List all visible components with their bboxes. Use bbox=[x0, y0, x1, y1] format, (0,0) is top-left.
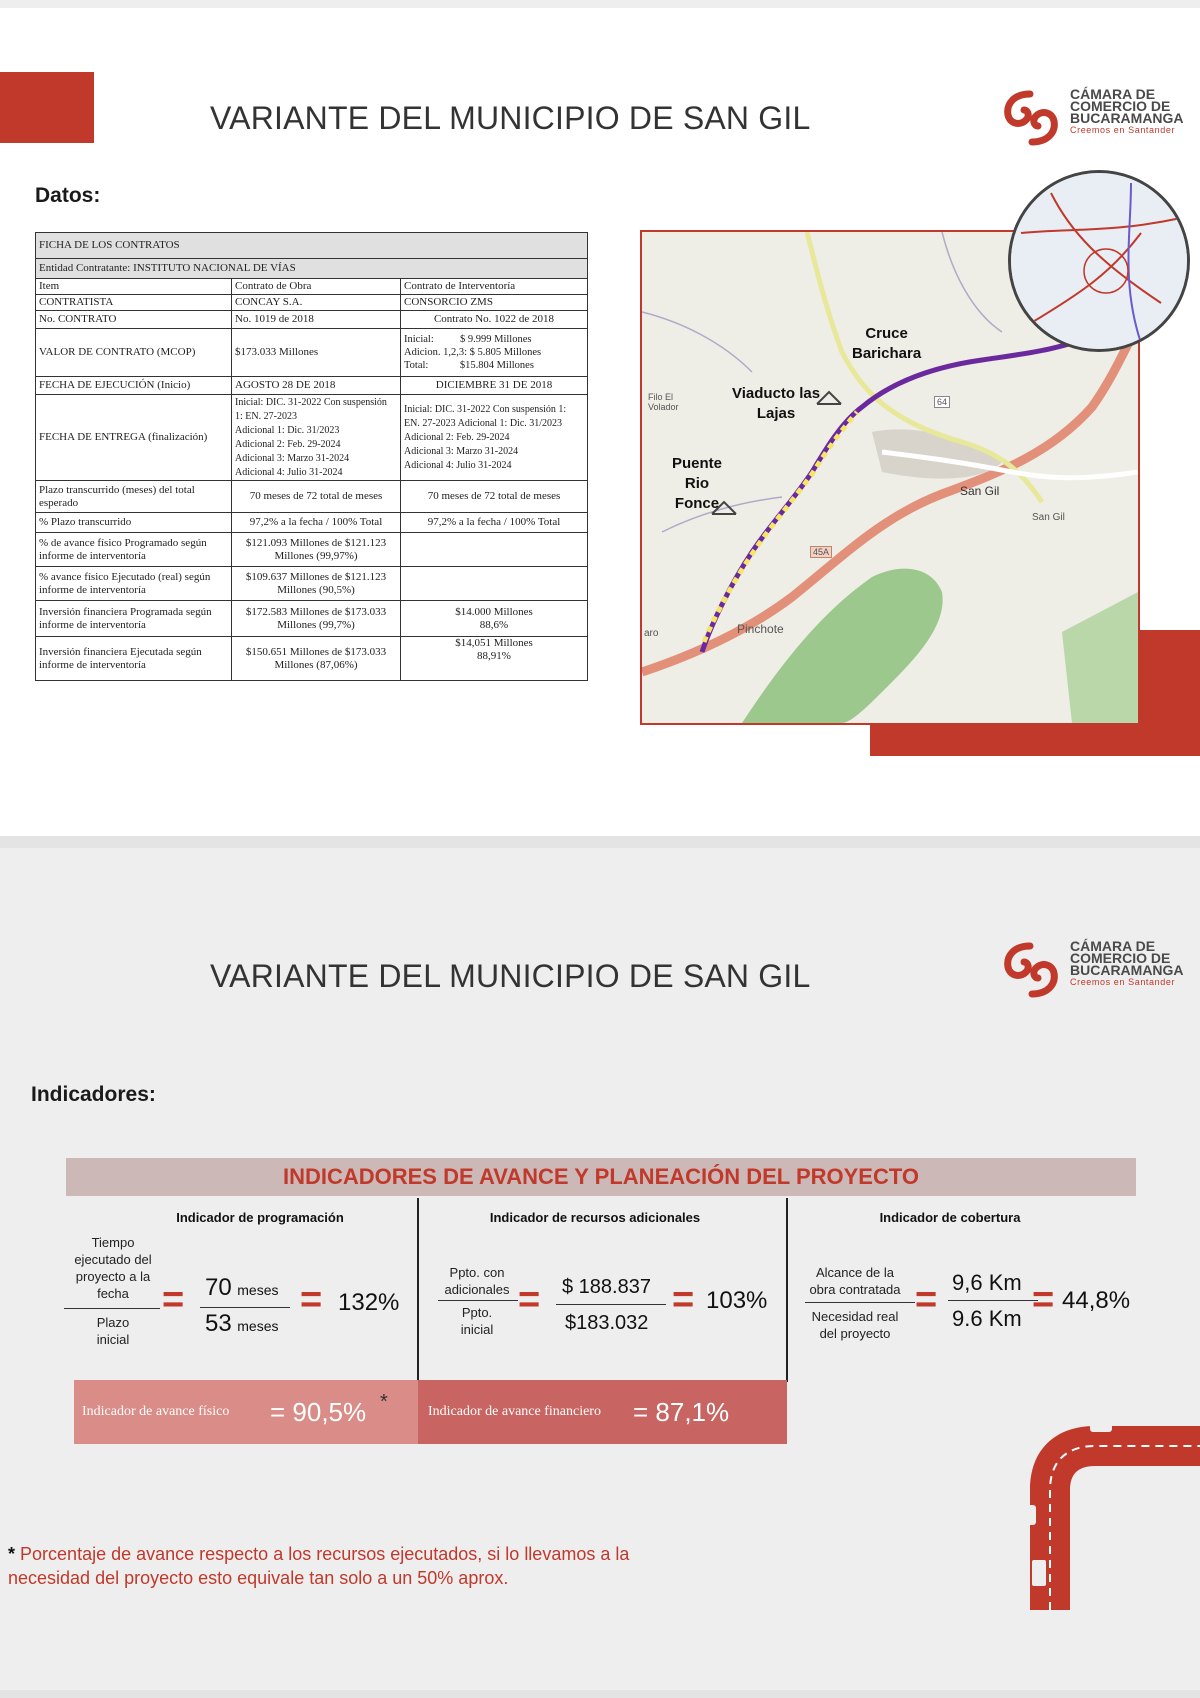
table-row bbox=[36, 395, 588, 481]
column-divider bbox=[786, 1198, 788, 1382]
table-cell: $172.583 Millones de $173.033 Millones (99,7%) bbox=[232, 601, 401, 637]
table-cell bbox=[401, 533, 588, 567]
label-aro: aro bbox=[644, 628, 659, 639]
column-header: Contrato de Interventoría bbox=[401, 279, 588, 295]
table-cell: Inversión financiera Programada según informe de interventoría bbox=[36, 601, 232, 637]
value: 70 bbox=[205, 1274, 232, 1301]
logo-line-2: COMERCIO DE bbox=[1070, 98, 1171, 114]
logo-tagline: Creemos en Santander bbox=[1070, 125, 1176, 135]
equals-sign: = bbox=[300, 1279, 323, 1321]
table-cell: % Plazo transcurrido bbox=[36, 513, 232, 533]
red-corner-block bbox=[0, 72, 94, 143]
logo-line-1: CÁMARA DE bbox=[1070, 86, 1156, 102]
region-area bbox=[1011, 173, 1187, 349]
car-icon bbox=[1090, 1420, 1112, 1432]
rec-result: 103% bbox=[706, 1287, 768, 1314]
avance-financiero-label: Indicador de avance financiero bbox=[428, 1404, 601, 1419]
unit: meses bbox=[237, 1282, 279, 1298]
table-row bbox=[36, 311, 588, 329]
value: 53 bbox=[205, 1310, 232, 1337]
label-cruce-barichara: Cruce Barichara bbox=[852, 325, 922, 362]
table-cell: No. 1019 de 2018 bbox=[232, 311, 401, 329]
table-cell: 70 meses de 72 total de meses bbox=[401, 481, 588, 513]
table-entity-row bbox=[36, 259, 588, 279]
table-cell: FECHA DE ENTREGA (finalización) bbox=[36, 395, 232, 481]
equals-sign: = bbox=[518, 1279, 541, 1321]
logo-line-3: BUCARAMANGA bbox=[1070, 962, 1184, 978]
table-row bbox=[36, 533, 588, 567]
table-row bbox=[36, 377, 588, 395]
table-cell: CONCAY S.A. bbox=[232, 295, 401, 311]
table-cell: $121.093 Millones de $121.123 Millones (99,97%) bbox=[232, 533, 401, 567]
slide-divider bbox=[0, 836, 1200, 848]
label-filo-volador: Filo El Volador bbox=[648, 392, 679, 412]
fraction-line bbox=[556, 1304, 666, 1305]
ficha-contratos-table bbox=[35, 232, 588, 681]
table-cell bbox=[401, 567, 588, 601]
asterisk-mark: * bbox=[380, 1391, 388, 1413]
table-row bbox=[36, 329, 588, 377]
table-row bbox=[36, 481, 588, 513]
cob-numerator-label: Alcance de la obra contratada bbox=[809, 1265, 901, 1297]
truck-icon bbox=[1032, 1560, 1046, 1586]
prog-den-value bbox=[205, 1310, 279, 1338]
column-header: Contrato de Obra bbox=[232, 279, 401, 295]
table-row bbox=[36, 637, 588, 681]
avance-fisico-value: = 90,5% bbox=[270, 1397, 367, 1427]
bridge-icon bbox=[817, 392, 841, 404]
table-cell: DICIEMBRE 31 DE 2018 bbox=[401, 377, 588, 395]
road-decoration-svg bbox=[1000, 1410, 1200, 1610]
logo-tagline: Creemos en Santander bbox=[1070, 977, 1176, 987]
avance-financiero-bar bbox=[418, 1380, 787, 1444]
avance-fisico-bar bbox=[74, 1380, 418, 1444]
prog-numerator-label: Tiempo ejecutado del proyecto a la fecha bbox=[74, 1235, 152, 1301]
table-entity: Entidad Contratante: INSTITUTO NACIONAL DE VÍAS bbox=[36, 259, 588, 279]
cob-denominator-label: Necesidad real del proyecto bbox=[811, 1309, 899, 1341]
green-area bbox=[742, 569, 943, 723]
camara-logo bbox=[1000, 940, 1200, 1000]
head-recursos: Indicador de recursos adicionales bbox=[489, 1210, 701, 1225]
table-cell: FECHA DE EJECUCIÓN (Inicio) bbox=[36, 377, 232, 395]
cob-result: 44,8% bbox=[1062, 1287, 1131, 1314]
logo-text bbox=[1070, 88, 1184, 136]
head-cobertura: Indicador de cobertura bbox=[879, 1210, 1021, 1225]
table-cell: 70 meses de 72 total de meses bbox=[232, 481, 401, 513]
inset-map-svg bbox=[1011, 173, 1187, 349]
road-curve bbox=[1030, 1426, 1200, 1610]
rec-numerator-label: Ppto. con adicionales bbox=[444, 1265, 510, 1297]
table-header-row bbox=[36, 279, 588, 295]
equals-sign: = bbox=[162, 1279, 185, 1321]
cob-den-value: 9.6 Km bbox=[952, 1306, 1022, 1331]
rec-denominator-label: Ppto. inicial bbox=[460, 1305, 494, 1337]
slide-title: VARIANTE DEL MUNICIPIO DE SAN GIL bbox=[210, 100, 811, 136]
table-cell: $14.000 Millones 88,6% bbox=[401, 601, 588, 637]
fraction-line bbox=[948, 1300, 1038, 1301]
table-cell: Plazo transcurrido (meses) del total esperado bbox=[36, 481, 232, 513]
footnote bbox=[8, 1542, 908, 1590]
logo-mark-icon bbox=[1000, 940, 1062, 1000]
column-divider bbox=[417, 1198, 419, 1382]
table-cell: No. CONTRATO bbox=[36, 311, 232, 329]
table-heading-row bbox=[36, 233, 588, 259]
slide-datos bbox=[0, 8, 1200, 836]
table-cell: 97,2% a la fecha / 100% Total bbox=[401, 513, 588, 533]
label-viaducto: Viaducto las Lajas bbox=[732, 385, 821, 422]
footnote-star: * bbox=[8, 1544, 16, 1564]
table-cell: Contrato No. 1022 de 2018 bbox=[401, 311, 588, 329]
table-cell: Inicial: DIC. 31-2022 Con suspensión 1: EN. 27-2023 Adicional 1: Dic. 31/2023 Adicional 2: Feb. 29-2024 Adicional 3: Marzo 31-2024 Adicional 4: Julio 31-2024 bbox=[232, 395, 401, 481]
fraction-line bbox=[200, 1307, 290, 1308]
table-heading: FICHA DE LOS CONTRATOS bbox=[36, 233, 588, 259]
label-pinchote: Pinchote bbox=[737, 622, 784, 636]
inset-map-circle bbox=[1008, 170, 1190, 352]
column-header: Item bbox=[36, 279, 232, 295]
prog-result: 132% bbox=[338, 1289, 400, 1316]
route-64-badge: 64 bbox=[934, 396, 950, 408]
unit: meses bbox=[237, 1318, 279, 1334]
logo-text bbox=[1070, 940, 1184, 988]
table-cell: Inicial: DIC. 31-2022 Con suspensión 1: EN. 27-2023 Adicional 1: Dic. 31/2023 Adicional 2: Feb. 29-2024 Adicional 3: Marzo 31-2024 Adicional 4: Julio 31-2024 bbox=[401, 395, 588, 481]
table-cell: Inicial: $ 9.999 Millones Adicion. 1,2,3: $ 5.805 Millones Total: $15.804 Millones bbox=[401, 329, 588, 377]
fraction-line bbox=[438, 1300, 518, 1301]
equals-sign: = bbox=[672, 1279, 695, 1321]
table-cell: CONSORCIO ZMS bbox=[401, 295, 588, 311]
prog-num-value bbox=[205, 1274, 279, 1302]
table-cell: AGOSTO 28 DE 2018 bbox=[232, 377, 401, 395]
indicadores-banner: INDICADORES DE AVANCE Y PLANEACIÓN DEL PROYECTO bbox=[66, 1158, 1136, 1196]
table-cell: CONTRATISTA bbox=[36, 295, 232, 311]
route-45a-badge: 45A bbox=[810, 546, 832, 558]
car-icon bbox=[1024, 1505, 1036, 1525]
table-cell: $14,051 Millones 88,91% bbox=[401, 637, 588, 681]
equals-sign: = bbox=[1032, 1279, 1055, 1321]
logo-line-2: COMERCIO DE bbox=[1070, 950, 1171, 966]
head-programacion: Indicador de programación bbox=[176, 1210, 344, 1225]
equals-sign: = bbox=[915, 1279, 938, 1321]
table-row bbox=[36, 567, 588, 601]
table-cell: VALOR DE CONTRATO (MCOP) bbox=[36, 329, 232, 377]
label-san-gil: San Gil bbox=[960, 484, 1000, 498]
table-row bbox=[36, 601, 588, 637]
label-san-gil-2: San Gil bbox=[1032, 512, 1065, 523]
table-cell: Inversión financiera Ejecutada según informe de interventoría bbox=[36, 637, 232, 681]
table-cell: % avance físico Ejecutado (real) según informe de interventoría bbox=[36, 567, 232, 601]
avance-financiero-value: = 87,1% bbox=[633, 1397, 730, 1427]
rec-num-value: $ 188.837 bbox=[562, 1276, 651, 1298]
prog-denominator-label: Plazo inicial bbox=[96, 1315, 130, 1347]
green-area bbox=[1062, 592, 1138, 723]
cob-num-value: 9,6 Km bbox=[952, 1270, 1022, 1295]
section-indicadores: Indicadores: bbox=[31, 1083, 156, 1106]
camara-logo bbox=[1000, 88, 1200, 148]
bottom-gray-strip bbox=[0, 1690, 1200, 1698]
rec-den-value: $183.032 bbox=[565, 1312, 649, 1334]
table-cell: % de avance físico Programado según informe de interventoría bbox=[36, 533, 232, 567]
table-cell: $173.033 Millones bbox=[232, 329, 401, 377]
label-puente-fonce: Puente Rio Fonce bbox=[672, 455, 723, 512]
slide-title: VARIANTE DEL MUNICIPIO DE SAN GIL bbox=[210, 958, 811, 994]
avance-fisico-label: Indicador de avance físico bbox=[82, 1404, 230, 1419]
table-cell: $150.651 Millones de $173.033 Millones (87,06%) bbox=[232, 637, 401, 681]
fraction-line bbox=[805, 1302, 915, 1303]
logo-line-3: BUCARAMANGA bbox=[1070, 110, 1184, 126]
table-row bbox=[36, 513, 588, 533]
section-datos: Datos: bbox=[35, 184, 101, 207]
table-cell: 97,2% a la fecha / 100% Total bbox=[232, 513, 401, 533]
logo-line-1: CÁMARA DE bbox=[1070, 938, 1156, 954]
table-cell: $109.637 Millones de $121.123 Millones (90,5%) bbox=[232, 567, 401, 601]
logo-mark-icon bbox=[1000, 88, 1062, 148]
table-row bbox=[36, 295, 588, 311]
footnote-text: Porcentaje de avance respecto a los recursos ejecutados, si lo llevamos a la necesidad del proyecto esto equivale tan solo a un 50% aprox. bbox=[8, 1544, 630, 1588]
fraction-line bbox=[64, 1308, 160, 1309]
